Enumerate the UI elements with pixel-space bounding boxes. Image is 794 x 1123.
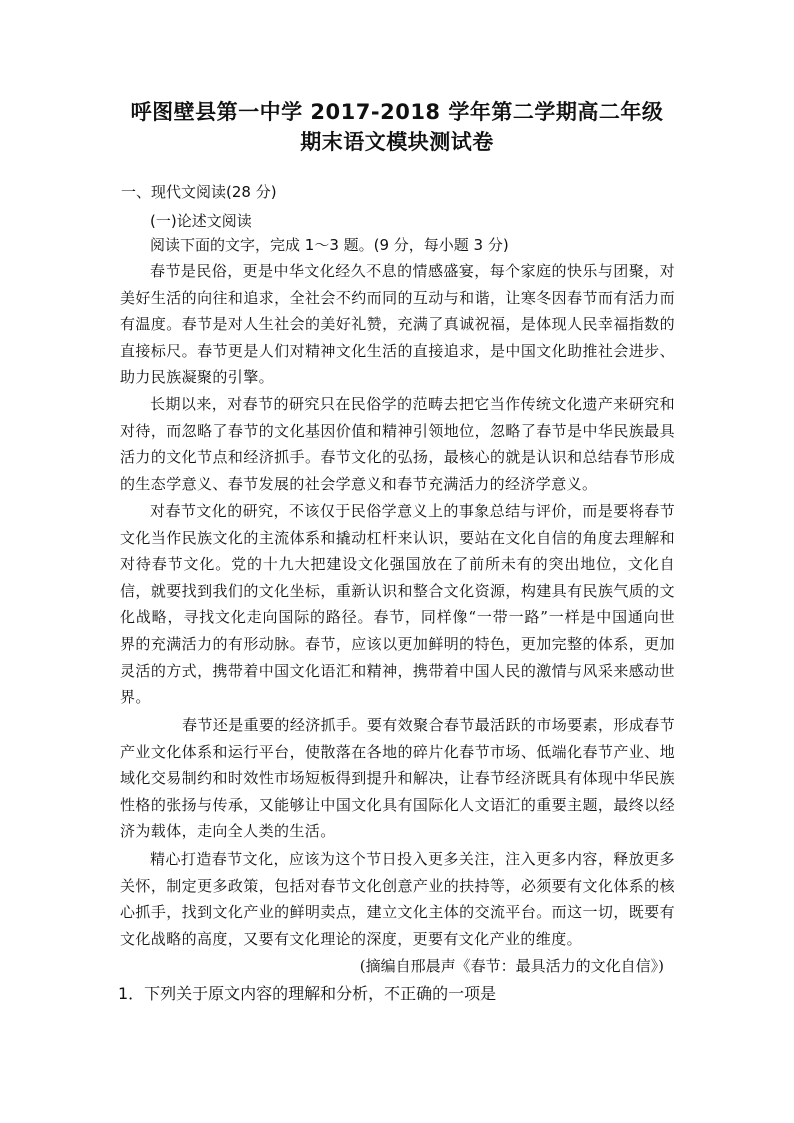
passage-paragraph-5: 精心打造春节文化，应该为这个节日投入更多关注，注入更多内容，释放更多关怀，制定更多政策，包括对春节文化创意产业的扶持等，必须要有文化体系的核心抓手，找到文化产业的鲜明卖点，建立文化主体的交流平台。而这一切，既要有文化战略的高度，又要有文化理论的深度，更要有文化产业的维度。 — [120, 850, 675, 948]
passage-source: (摘编自邢晨声《春节：最具活力的文化自信》) — [359, 957, 664, 975]
exam-title-line1: 呼图壁县第一中学 2017-2018 学年第二学期高二年级 — [130, 100, 664, 124]
section-heading: 一、现代文阅读(28 分) — [121, 183, 277, 201]
exam-title-line2: 期末语文模块测试卷 — [300, 130, 494, 154]
passage-paragraph-2: 长期以来，对春节的研究只在民俗学的范畴去把它当作传统文化遗产来研究和对待，而忽略了春节的文化基因价值和精神引领地位，忽略了春节是中华民族最具活力的文化节点和经济抓手。春节文化的弘扬，最核心的就是认识和总结春节形成的生态学意义、春节发展的社会学意义和春节充满活力的经济学意义。 — [120, 395, 675, 493]
subsection-heading: (一)论述文阅读 — [150, 212, 252, 230]
reading-instruction: 阅读下面的文字，完成 1～3 题。(9 分，每小题 3 分) — [150, 236, 509, 254]
question-1-stem: 1．下列关于原文内容的理解和分析，不正确的一项是 — [118, 984, 497, 1003]
passage-paragraph-3: 对春节文化的研究，不该仅于民俗学意义上的事象总结与评价，而是要将春节文化当作民族文化的主流体系和撬动杠杆来认识，要站在文化自信的角度去理解和对待春节文化。党的十九大把建设文化强国放在了前所未有的突出地位，文化自信，就要找到我们的文化坐标，重新认识和整合文化资源，构建具有民族气质的文化战略，寻找文化走向国际的路径。春节，同样像“一带一路”一样是中国通向世界的充满活力的有形动脉。春节，应该以更加鲜明的特色，更加完整的体系，更加灵活的方式，携带着中国文化语汇和精神，携带着中国人民的激情与风采来感动世界。 — [120, 502, 675, 707]
passage-paragraph-4: 春节还是重要的经济抓手。要有效聚合春节最活跃的市场要素，形成春节产业文化体系和运行平台，使散落在各地的碎片化春节市场、低端化春节产业、地域化交易制约和时效性市场短板得到提升和解决，让春节经济既具有体现中华民族性格的张扬与传承，又能够让中国文化具有国际化人文语汇的重要主题，最终以经济为载体，走向全人类的生活。 — [120, 716, 675, 841]
passage-paragraph-1: 春节是民俗，更是中华文化经久不息的情感盛宴，每个家庭的快乐与团聚，对美好生活的向往和追求，全社会不约而同的互动与和谐，让寒冬因春节而有活力而有温度。春节是对人生社会的美好礼赞，充满了真诚祝福，是体现人民幸福指数的直接标尺。春节更是人们对精神文化生活的直接追求，是中国文化助推社会进步、助力民族凝聚的引擎。 — [120, 262, 675, 387]
